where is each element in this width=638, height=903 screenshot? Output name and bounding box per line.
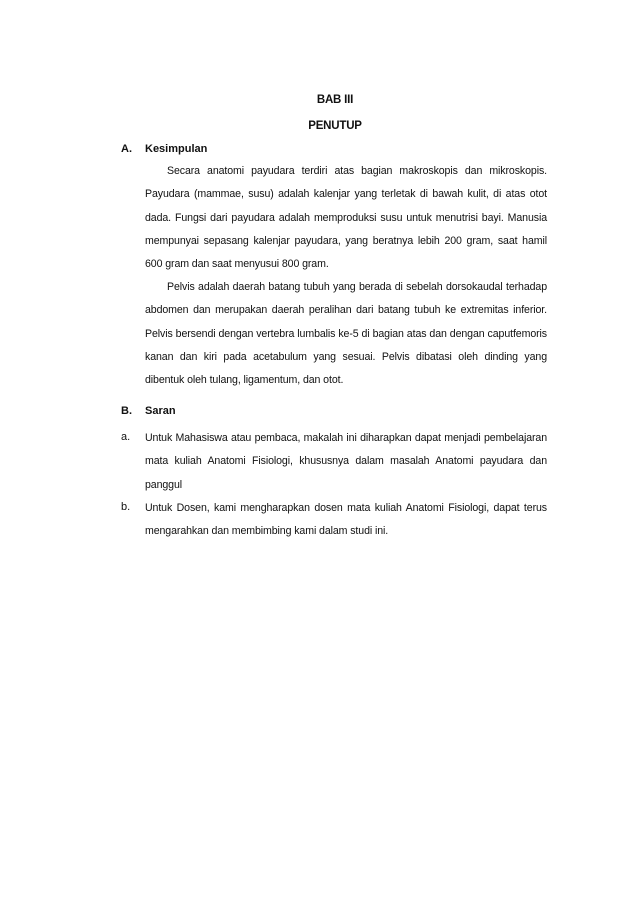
section-a-title: Kesimpulan bbox=[145, 143, 208, 155]
section-b-title: Saran bbox=[145, 405, 176, 417]
list-item-text: Untuk Mahasiswa atau pembaca, makalah ini diharapkan dapat menjadi pembelajaran mata kuliah Anatomi Fisiologi, khususnya dalam masalah Anatomi payudara dan panggul bbox=[145, 432, 547, 491]
conclusion-paragraph-1 bbox=[145, 160, 547, 276]
conclusion-paragraph-2 bbox=[145, 276, 547, 392]
list-item-text: Untuk Dosen, kami mengharapkan dosen mata kuliah Anatomi Fisiologi, dapat terus mengarahkan dan membimbing kami dalam studi ini. bbox=[145, 502, 547, 538]
chapter-heading: BAB III bbox=[316, 94, 354, 106]
paragraph-text: Pelvis adalah daerah batang tubuh yang berada di sebelah dorsokaudal terhadap abdomen dan merupakan daerah peralihan dari batang tubuh ke extremitas inferior. Pelvis bersendi dengan vertebra lumbalis ke-5 di bagian atas dan dengan caputfemoris kanan dan kiri pada acetabulum yang sesuai. Pelvis dibatasi oleh dinding yang dibentuk oleh tulang, ligamentum, dan otot. bbox=[145, 281, 547, 387]
section-a-marker: A. bbox=[121, 143, 132, 155]
chapter-title: PENUTUP bbox=[308, 120, 362, 132]
paragraph-text: Secara anatomi payudara terdiri atas bagian makroskopis dan mikroskopis. Payudara (mammae, susu) adalah kalenjar yang terletak di bawah kulit, di atas otot dada. Fungsi dari payudara adalah memproduksi susu untuk menutrisi bayi. Manusia mempunyai sepasang kalenjar payudara, yang beratnya lebih 200 gram, saat hamil 600 gram dan saat menyusui 800 gram. bbox=[145, 165, 547, 271]
section-b-marker: B. bbox=[121, 405, 132, 417]
list-item-marker: a. bbox=[121, 431, 131, 443]
list-item-marker: b. bbox=[121, 501, 131, 513]
